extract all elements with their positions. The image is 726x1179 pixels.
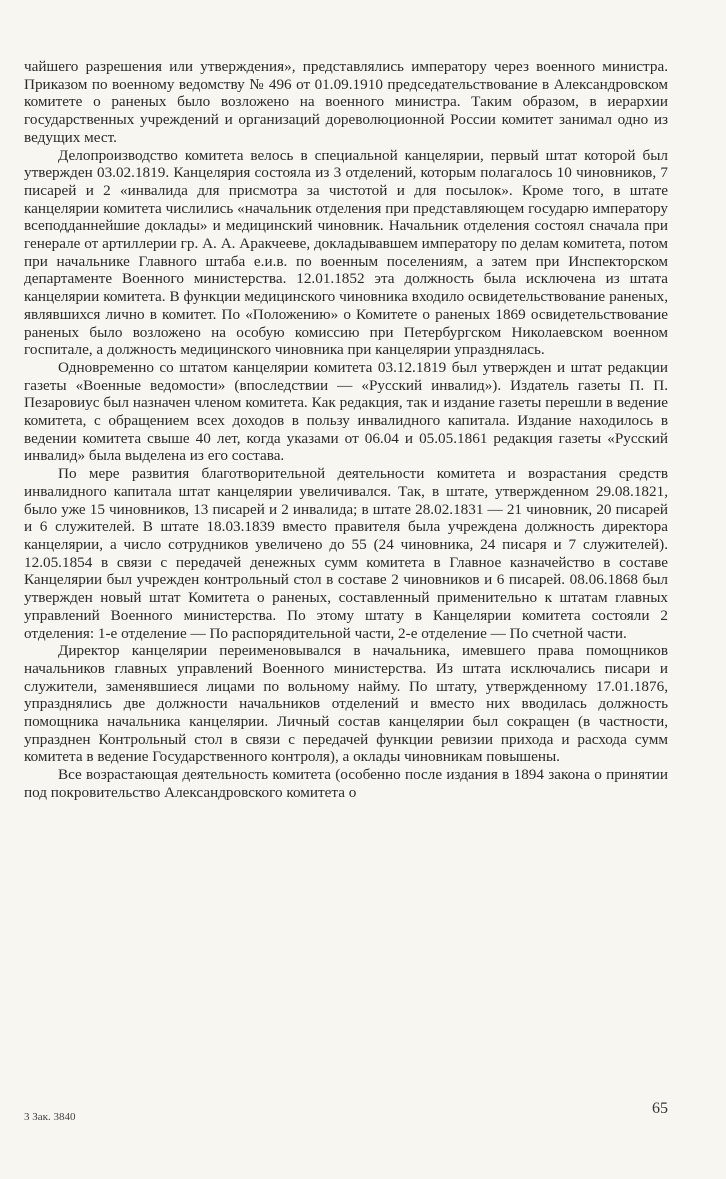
document-page [24,58,668,802]
paragraph: По мере развития благотворительной деятельности комитета и возрастания средств инвалидного капитала штат канцелярии увеличивался. Так, в штате, утвержденном 29.08.1821, было уже 15 чиновников, 13 писарей и 2 инвалида; в штате 28.02.1831 — 21 чиновник, 20 писарей и 6 служителей. В штате 18.03.1839 вместо правителя была учреждена должность директора канцелярии, а число сотрудников увеличено до 55 (24 чиновника, 24 писаря и 7 служителей). 12.05.1854 в связи с передачей денежных сумм комитета в Главное казначейство в составе Канцелярии был учрежден контрольный стол в составе 2 чиновников и 6 писарей. 08.06.1868 был утвержден новый штат Комитета о раненых, составленный применительно к штатам главных управлений Военного министерства. По этому штату в Канцелярии комитета состояли 2 отделения: 1-е отделение — По распорядительной части, 2-е отделение — По счетной части. [24,465,668,642]
paragraph: Директор канцелярии переименовывался в начальника, имевшего права помощников начальников главных управлений Военного министерства. Из штата исключались писари и служители, заменявшиеся лицами по вольному найму. По штату, утвержденному 17.01.1876, упразднялись две должности начальников отделений и вместо них вводилась должность помощника начальника канцелярии. Личный состав канцелярии был сокращен (в частности, упразднен Контрольный стол в связи с передачей функции ревизии прихода и расхода сумм комитета в ведение Государственного контроля), а оклады чиновникам повышены. [24,642,668,766]
paragraph: Делопроизводство комитета велось в специальной канцелярии, первый штат которой был утвержден 03.02.1819. Канцелярия состояла из 3 отделений, которым полагалось 10 чиновников, 7 писарей и 2 «инвалида для присмотра за чистотой и для посылок». Кроме того, в штате канцелярии комитета числились «начальник отделения при представляющем государю императору всеподданнейшие доклады» и медицинский чиновник. Начальник отделения состоял сначала при генерале от артиллерии гр. А. А. Аракчееве, докладывавшем императору по делам комитета, потом при начальнике Главного штаба е.и.в. по военным поселениям, а затем при Инспекторском департаменте Военного министерства. 12.01.1852 эта должность была исключена из штата канцелярии комитета. В функции медицинского чиновника входило освидетельствование раненых, являвшихся лично в комитет. По «Положению» о Комитете о раненых 1869 освидетельствование раненых было возложено на особую комиссию при Петербургском Николаевском военном госпитале, а должность медицинского чиновника при канцелярии упразднялась. [24,146,668,359]
paragraph-continuation: чайшего разрешения или утверждения», представлялись императору через военного министра. Приказом по военному ведомству № 496 от 01.09.1910 председательствование в Александровском комитете о раненых было возложено на военного министра. Таким образом, в иерархии государственных учреждений и организаций дореволюционной России комитет занимал одно из ведущих мест. [24,58,668,146]
printer-signature-note: 3 Зак. 3840 [24,1111,76,1123]
page-number: 65 [652,1100,668,1117]
paragraph: Одновременно со штатом канцелярии комитета 03.12.1819 был утвержден и штат редакции газеты «Военные ведомости» (впоследствии — «Русский инвалид»). Издатель газеты П. П. Пезаровиус был назначен членом комитета. Как редакция, так и издание газеты перешли в ведение комитета, с обращением всех доходов в пользу инвалидного капитала. Издание находилось в ведении комитета свыше 40 лет, когда указами от 06.04 и 05.05.1861 редакция газеты «Русский инвалид» была выделена из его состава. [24,358,668,465]
paragraph: Все возрастающая деятельность комитета (особенно после издания в 1894 закона о принятии под покровительство Александровского комитета о [24,766,668,801]
